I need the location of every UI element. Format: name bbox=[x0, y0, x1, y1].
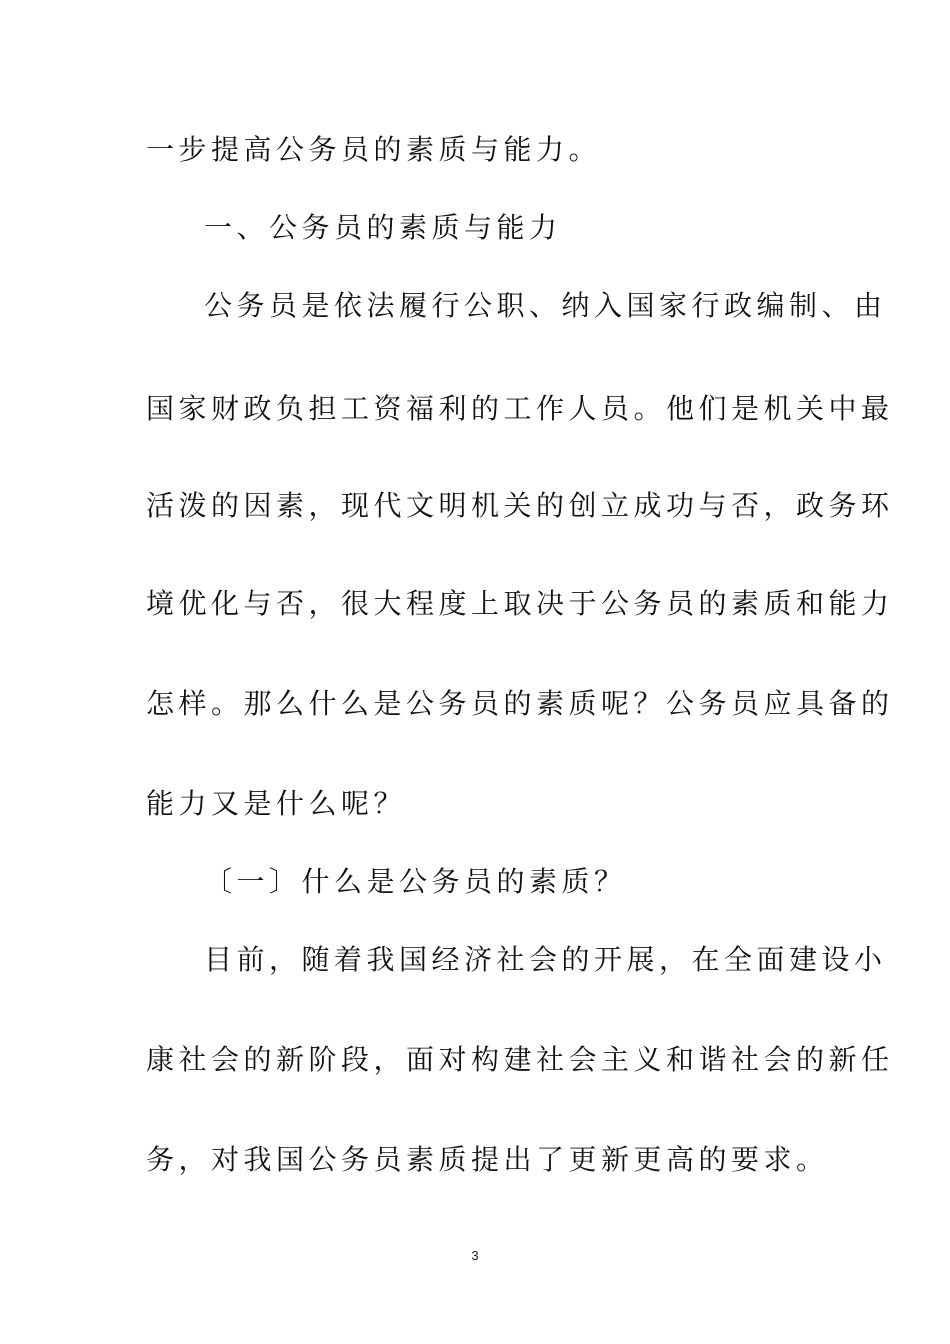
text-line: 务，对我国公务员素质提出了更新更高的要求。 bbox=[146, 1143, 829, 1176]
text-line: 能力又是什么呢？ bbox=[146, 787, 407, 820]
text-line: 康社会的新阶段，面对构建社会主义和谐社会的新任 bbox=[146, 1043, 894, 1076]
page-number: 3 bbox=[471, 1248, 479, 1263]
text-line: 一步提高公务员的素质与能力。 bbox=[146, 133, 602, 166]
text-line: 公务员是依法履行公职、纳入国家行政编制、由 bbox=[204, 289, 887, 322]
text-line: 境优化与否，很大程度上取决于公务员的素质和能力 bbox=[146, 587, 894, 620]
text-line: 活泼的因素，现代文明机关的创立成功与否，政务环 bbox=[146, 489, 894, 522]
section-heading: 一、公务员的素质与能力 bbox=[204, 211, 562, 244]
text-line: 目前，随着我国经济社会的开展，在全面建设小 bbox=[204, 943, 887, 976]
text-line: 国家财政负担工资福利的工作人员。他们是机关中最 bbox=[146, 392, 894, 425]
text-line: 怎样。那么什么是公务员的素质呢？公务员应具备的 bbox=[146, 687, 894, 720]
subsection-heading: 〔一〕什么是公务员的素质？ bbox=[204, 865, 627, 898]
